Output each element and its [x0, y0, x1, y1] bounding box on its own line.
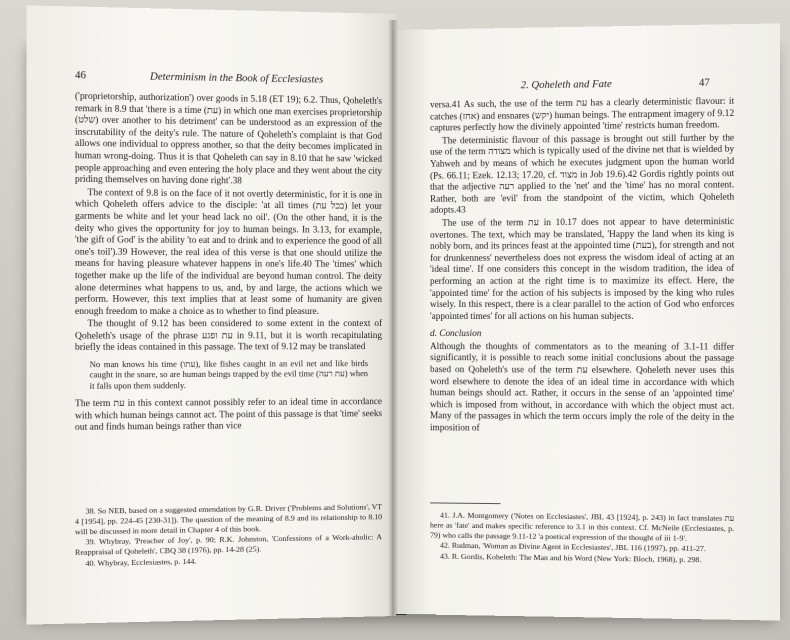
left-footnotes [75, 502, 382, 570]
left-body [75, 91, 382, 435]
footnote-43: 43. R. Gordis, Koheleth: The Man and his Word (New York: Bloch, 1968), p. 298. [440, 551, 702, 565]
right-paragraph-2: The deterministic flavour of this passage is brought out still further by the use of the term מצודה which is typically used of the divine net that is wielded by Yahweh and by means of which he executes judgment upon the human world (Ps. 66.11; Ezek. 12.13; 17.20, cf. מצוד in Job 19.6).42 Gordis rightly points out that the adjective רעה applied to the 'net' and the 'time' has no moral content. Rather, both are 'evil' from the standpoint of the victim, which Qoheleth adopts.43 [430, 132, 735, 216]
left-page-number: 46 [74, 70, 86, 82]
right-running-head: 2. Qoheleth and Fate [520, 78, 612, 92]
left-page [27, 5, 396, 624]
left-running-head: Determinism in the Book of Ecclesiastes [149, 71, 324, 86]
left-paragraph-2: The context of 9.8 is on the face of it not overtly deterministic, for it is one in which Qoheleth offers advice to the disciple: 'at all times (בכל עת) let your garments be white and let your head lack no oil'. (On the other hand, it is the deity who gives the opportunity for joy to human beings. In 3.13, for example, 'the gift of God' is the ability 'to eat and to drink and to experience the good of all one's toil').39 However, the real idea of this verse is that one should utilize the means for having pleasure whatever happens in one's life.40 The 'times' which together make up the life of the individual are beyond human control. The deity alone determines what happens to us, and, by and large, the actions which we perform. However, this text implies that at least some of humanity are given enough freedom to make a choice as to whether to find pleasure. [74, 186, 383, 316]
right-footnotes [430, 510, 734, 566]
footnote-38: 38. So NEB, based on a suggested emendation by G.R. Driver ('Problems and Solutions', VT 4 [1954], pp. 224-45 [230-31]). The question of the meaning of 8.9 and its relationship to 8.10 will be discussed in more detail in Chapter 4 of this book. [74, 502, 383, 536]
footnote-rule [430, 502, 501, 504]
left-paragraph-3: The thought of 9.12 has been considered to some extent in the context of Qoheleth's usage of the phrase עת ופגע in 9.11, but it is worth recapitulating briefly the ideas contained in this passage. The text of 9.12 may be translated [74, 318, 383, 353]
footnote-42: 42. Rudman, 'Woman as Divine Agent in Ecclesiastes', JBL 116 (1997), pp. 411-27. [440, 541, 706, 554]
section-heading: d. Conclusion [430, 328, 482, 339]
footnote-39: 39. Whybray, 'Preacher of Joy', p. 90; R.K. Johnston, 'Confessions of a Work-aholic: A Reappraisal of Qoheleth', CBQ 38 (1976), pp. 14-28 (25). [74, 532, 383, 558]
left-paragraph-after-quote: The term עת in this context cannot possibly refer to an ideal time in accordance with which human beings cannot act. The point of this passage is that 'time' seeks out and finds human beings rather than vice [74, 396, 383, 433]
footnote-41: 41. J.A. Montgomery ('Notes on Ecclesiastes', JBL 43 [1924], p. 243) in fact translates עת here as 'fate' and makes specific reference to 3.1 in this context. Cf. McNeile (Ecclesiastes, p. 79) who calls the passage 9.11-12 'a poetical expression of the thought of iii 1-9'. [430, 510, 735, 543]
right-page-number: 47 [698, 77, 710, 89]
right-body [430, 96, 734, 437]
right-page [392, 23, 780, 620]
footnote-40: 40. Whybray, Ecclesiastes, p. 144. [85, 556, 197, 568]
conclusion-paragraph: Although the thoughts of commentators as to the meaning of 3.1-11 differ significantly, it is possible to reach some initial conclusions about the passage based on Qoheleth's use of the term עת elsewhere. Qoheleth never uses this word elsewhere to denote the idea of an ideal time in accordance with which human beings should act. Rather, it occurs in the sense of an 'appointed time' which is imposed from without, in accordance with which the object must act. Many of the passages in which the term occurs imply the role of the deity in the imposition of [430, 340, 735, 433]
left-paragraph-1: ('proprietorship, authorization') over goods in 5.18 (ET 19); 6.2. Thus, Qoheleth's remark in 8.9 that 'there is a time (עת) in which one man exercises proprietorship (שלט) over another to his detriment' can be understood as an expression of the inscrutability of the deity's rule. The nature of Qoheleth's complaint is that God allows one individual to oppress another, so that the deity becomes implicated in human wrong-doing. Thus it is that Qoheleth can say in 8.10 that he saw 'wicked people approaching and even entering the holy place and they went about the city priding themselves on having done right'.38 [74, 90, 383, 186]
right-paragraph-1: versa.41 As such, the use of the term עת has a clearly deterministic flavour: it catches (אחז) and ensnares (יקש) human beings. The entrapment imagery of 9.12 captures perfectly how the divinely appointed 'time' restricts human freedom. [430, 95, 735, 133]
left-block-quote: No man knows his time (עתו), like fishes caught in an evil net and like birds caught in the snare, so are human beings trapped by the evil time (עת רעה) when it falls upon them suddenly. [89, 359, 369, 391]
book-gutter [388, 20, 398, 616]
right-paragraph-3: The use of the term עת in 10.17 does not appear to have deterministic overtones. The text, which may be translated, 'Happy the land when its king is nobly born, and its princes feast at the appointed time (בעת), for strength and not for drunkenness' nevertheless does not express the wisdom ideal of acting at an 'ideal time'. If one considers this concept in the wisdom tradition, the idea of performing an action at the right time is to maximize its effect. Here, the 'appointed time' for the action of his subjects is imposed by the king who rules wisely. In this respect, there is a clear parallel to the action of God who enforces 'appointed times' for all actions on his human subjects. [430, 215, 735, 321]
